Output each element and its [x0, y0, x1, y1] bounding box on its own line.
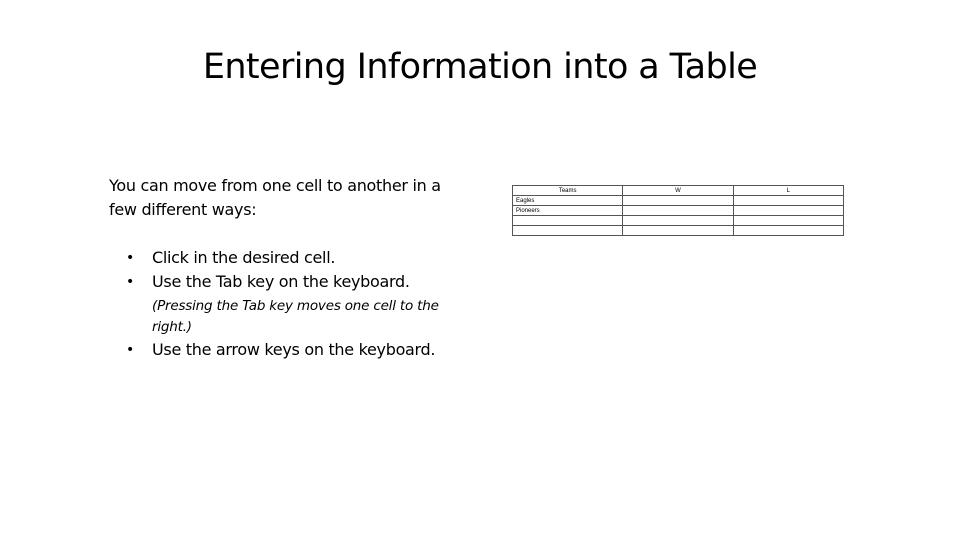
- table-header-cell[interactable]: L: [733, 186, 843, 196]
- table-row: [513, 226, 844, 236]
- table-header-cell[interactable]: W: [623, 186, 733, 196]
- bullet-note: (Pressing the Tab key moves one cell to the right.): [152, 298, 439, 335]
- table-cell[interactable]: [623, 206, 733, 216]
- bullet-text: Click in the desired cell.: [152, 248, 336, 267]
- table-cell[interactable]: [623, 216, 733, 226]
- table-cell[interactable]: [733, 216, 843, 226]
- slide-title: Entering Information into a Table: [202, 47, 758, 87]
- table-cell[interactable]: Eagles: [513, 196, 623, 206]
- table-header-row: [513, 186, 844, 196]
- table-cell[interactable]: [623, 226, 733, 236]
- bullet-item-click: [109, 246, 469, 270]
- table-cell[interactable]: [623, 196, 733, 206]
- table-cell[interactable]: Pioneers: [513, 206, 623, 216]
- bullet-item-tab: [109, 270, 469, 338]
- table-cell[interactable]: [733, 206, 843, 216]
- bullet-icon: •: [126, 274, 134, 290]
- bullet-icon: •: [126, 250, 134, 266]
- table-row: [513, 206, 844, 216]
- table-cell[interactable]: [513, 216, 623, 226]
- table-cell[interactable]: [733, 226, 843, 236]
- bullet-item-arrows: [109, 338, 469, 362]
- bullet-icon: •: [126, 342, 134, 358]
- bullet-text: Use the arrow keys on the keyboard.: [152, 340, 436, 359]
- table-row: [513, 196, 844, 206]
- table-cell[interactable]: [513, 226, 623, 236]
- table-row: [513, 216, 844, 226]
- table-cell[interactable]: [733, 196, 843, 206]
- bullet-text: Use the Tab key on the keyboard.: [152, 272, 410, 291]
- sample-table: [512, 185, 844, 236]
- table-header-cell[interactable]: Teams: [513, 186, 623, 196]
- bullet-list: [109, 246, 469, 362]
- intro-text: You can move from one cell to another in a few different ways:: [109, 176, 441, 219]
